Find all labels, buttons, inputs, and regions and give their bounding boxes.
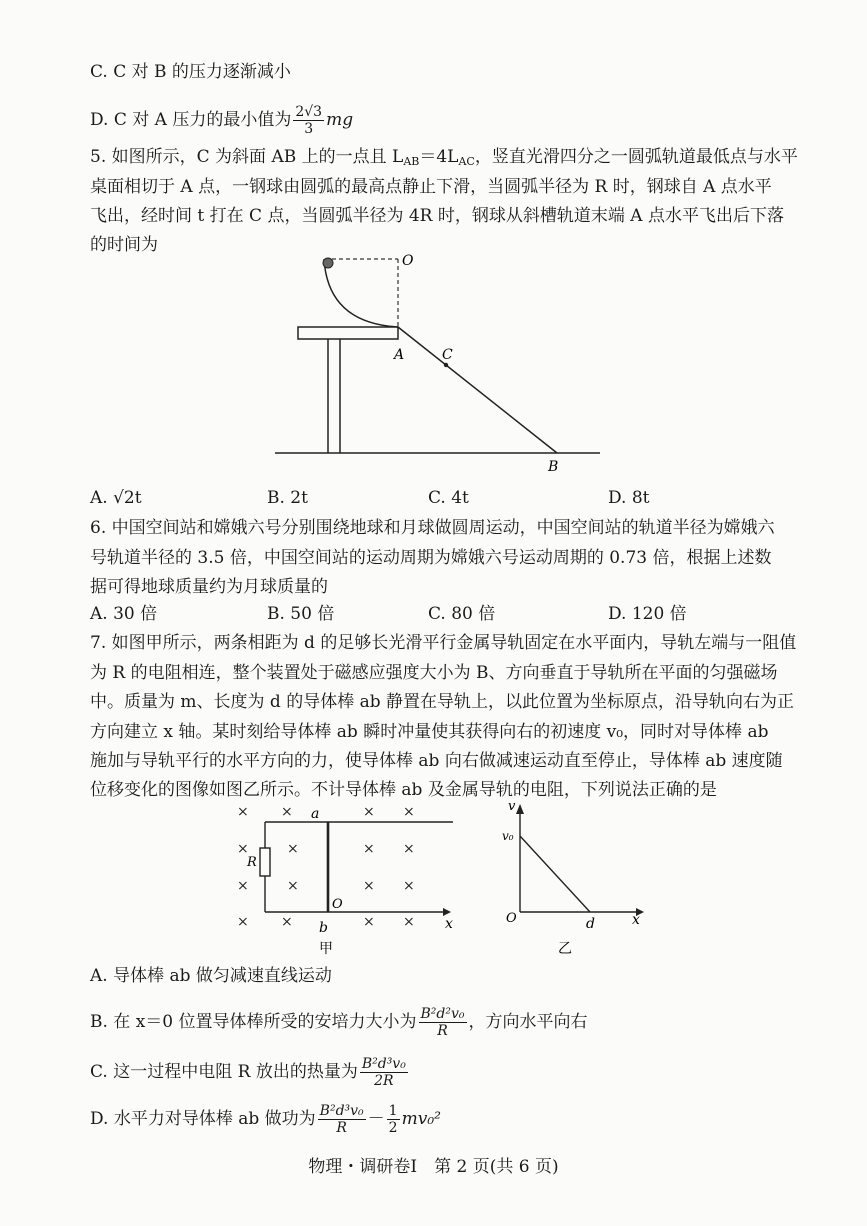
svg-text:×: × — [281, 914, 293, 930]
svg-text:×: × — [403, 841, 415, 857]
q7-option-a: A. 导体棒 ab 做匀减速直线运动 — [90, 966, 332, 986]
svg-text:×: × — [363, 878, 375, 894]
q5-option-c: C. 4t — [428, 488, 469, 508]
svg-text:×: × — [403, 914, 415, 930]
label-v0: v₀ — [502, 829, 514, 843]
table-top — [298, 327, 398, 339]
text: C. 这一过程中电阻 R 放出的热量为 — [90, 1062, 358, 1082]
denominator: R — [336, 1120, 347, 1136]
q7-stem-line3: 中。质量为 m、长度为 d 的导体棒 ab 静置在导轨上，以此位置为坐标原点，沿导轨向右为正 — [90, 692, 795, 712]
q7-stem-line4: 方向建立 x 轴。某时刻给导体棒 ab 瞬时冲量使其获得向右的初速度 v₀，同时对导体棒 ab — [90, 722, 769, 742]
denominator: R — [437, 1023, 448, 1039]
q7-figure-jia — [225, 800, 475, 960]
fraction — [387, 1103, 400, 1136]
label-a: a — [311, 806, 320, 822]
label-o: O — [506, 911, 517, 926]
q5-option-b: B. 2t — [267, 488, 308, 508]
numerator: B²d²v₀ — [420, 1006, 465, 1022]
text: B. 在 x＝0 位置导体棒所受的安培力大小为 — [90, 1012, 417, 1032]
svg-text:×: × — [237, 914, 249, 930]
svg-text:×: × — [363, 914, 375, 930]
q7-option-d — [90, 1103, 441, 1136]
q6-stem-line2: 号轨道半径的 3.5 倍，中国空间站的运动周期为嫦娥六号运动周期的 0.73 倍，根据上述数 — [90, 548, 772, 568]
numerator: B²d³v₀ — [319, 1103, 364, 1119]
fraction — [419, 1006, 467, 1039]
incline-ab — [398, 327, 557, 453]
text: 5. 如图所示，C 为斜面 AB 上的一点且 L — [90, 147, 404, 167]
q5-stem-line3: 飞出，经时间 t 打在 C 点，当圆弧半径为 4R 时，钢球从斜槽轨道末端 A 点水平飞出后下落 — [90, 206, 784, 226]
q7-option-b — [90, 1006, 588, 1039]
q5-option-d: D. 8t — [608, 488, 650, 508]
denominator: 2 — [388, 1120, 398, 1136]
label-o: O — [332, 897, 343, 912]
svg-text:×: × — [281, 804, 293, 820]
svg-text:×: × — [403, 804, 415, 820]
numerator: 1 — [388, 1103, 398, 1119]
text: D. 水平力对导体棒 ab 做功为 — [90, 1109, 316, 1129]
v-x-line — [520, 836, 590, 912]
q4-option-d-fraction — [293, 104, 324, 137]
fraction — [318, 1103, 366, 1136]
q4-option-c: C. C 对 B 的压力逐渐减小 — [90, 62, 291, 82]
q4-option-d — [90, 104, 353, 137]
label-b: b — [319, 920, 328, 936]
numerator: B²d³v₀ — [361, 1056, 406, 1072]
label-x: x — [445, 916, 453, 932]
svg-text:×: × — [237, 804, 249, 820]
q5-option-a: A. √2t — [90, 488, 142, 508]
q7-stem-line2: 为 R 的电阻相连，整个装置处于磁感应强度大小为 B、方向垂直于导轨所在平面的匀强磁场 — [90, 663, 778, 683]
x-axis-arrow — [443, 908, 451, 916]
q5-stem-line2: 桌面相切于 A 点，一钢球由圆弧的最高点静止下滑，当圆弧半径为 R 时，钢球自 A 点水平 — [90, 177, 772, 197]
q6-stem-line1: 6. 中国空间站和嫦娥六号分别围绕地球和月球做圆周运动，中国空间站的轨道半径为嫦娥六 — [90, 518, 775, 538]
denominator: 2R — [374, 1073, 394, 1089]
q7-stem-line6: 位移变化的图像如图乙所示。不计导体棒 ab 及金属导轨的电阻，下列说法正确的是 — [90, 780, 717, 800]
q7-option-c — [90, 1056, 410, 1089]
q6-option-c: C. 80 倍 — [428, 604, 496, 624]
v-axis-arrow — [516, 804, 524, 814]
q6-option-d: D. 120 倍 — [608, 604, 687, 624]
text: mv₀² — [401, 1109, 441, 1129]
label-d: d — [586, 916, 595, 932]
quarter-arc-track — [324, 259, 398, 327]
minus-sign: － — [367, 1109, 385, 1129]
q4-option-d-suffix: mg — [326, 110, 354, 130]
figure-caption-jia: 甲 — [319, 941, 333, 957]
svg-text:×: × — [237, 878, 249, 894]
label-o: O — [402, 253, 414, 269]
text: ，方向水平向右 — [468, 1012, 588, 1032]
q5-figure — [270, 245, 610, 480]
label-x: x — [632, 912, 640, 928]
q4-option-d-text: D. C 对 A 压力的最小值为 — [90, 110, 292, 130]
label-a: A — [394, 347, 405, 363]
svg-text:×: × — [287, 841, 299, 857]
svg-text:×: × — [287, 878, 299, 894]
subscript: AC — [458, 155, 475, 168]
q7-figure-yi — [498, 800, 658, 960]
text: ，竖直光滑四分之一圆弧轨道最低点与水平 — [474, 147, 798, 167]
text: ＝4L — [419, 147, 459, 167]
subscript: AB — [403, 155, 420, 168]
figure-caption-yi: 乙 — [558, 941, 572, 957]
fraction — [360, 1056, 408, 1089]
denominator: 3 — [304, 121, 314, 137]
svg-text:×: × — [403, 878, 415, 894]
q5-stem-line1 — [90, 145, 798, 174]
label-v: v — [508, 800, 516, 814]
label-c: C — [442, 347, 453, 363]
q7-stem-line5: 施加与导轨平行的水平方向的力，使导体棒 ab 向右做减速运动直至停止，导体棒 ab 速度随 — [90, 751, 783, 771]
label-b: B — [548, 459, 559, 475]
point-c — [444, 363, 448, 367]
page-footer: 物理・调研卷Ⅰ 第 2 页(共 6 页) — [308, 1157, 559, 1177]
steel-ball — [323, 258, 333, 268]
svg-text:×: × — [363, 841, 375, 857]
q5-stem-line4: 的时间为 — [90, 235, 158, 255]
q6-stem-line3: 据可得地球质量约为月球质量的 — [90, 577, 328, 597]
svg-text:×: × — [363, 804, 375, 820]
q6-option-b: B. 50 倍 — [267, 604, 335, 624]
q7-stem-line1: 7. 如图甲所示，两条相距为 d 的足够长光滑平行金属导轨固定在水平面内，导轨左端与一阻值 — [90, 633, 797, 653]
numerator: 2√3 — [295, 104, 323, 120]
q6-option-a: A. 30 倍 — [90, 604, 158, 624]
label-r: R — [247, 855, 257, 870]
svg-text:×: × — [237, 841, 249, 857]
resistor-r — [260, 848, 270, 876]
